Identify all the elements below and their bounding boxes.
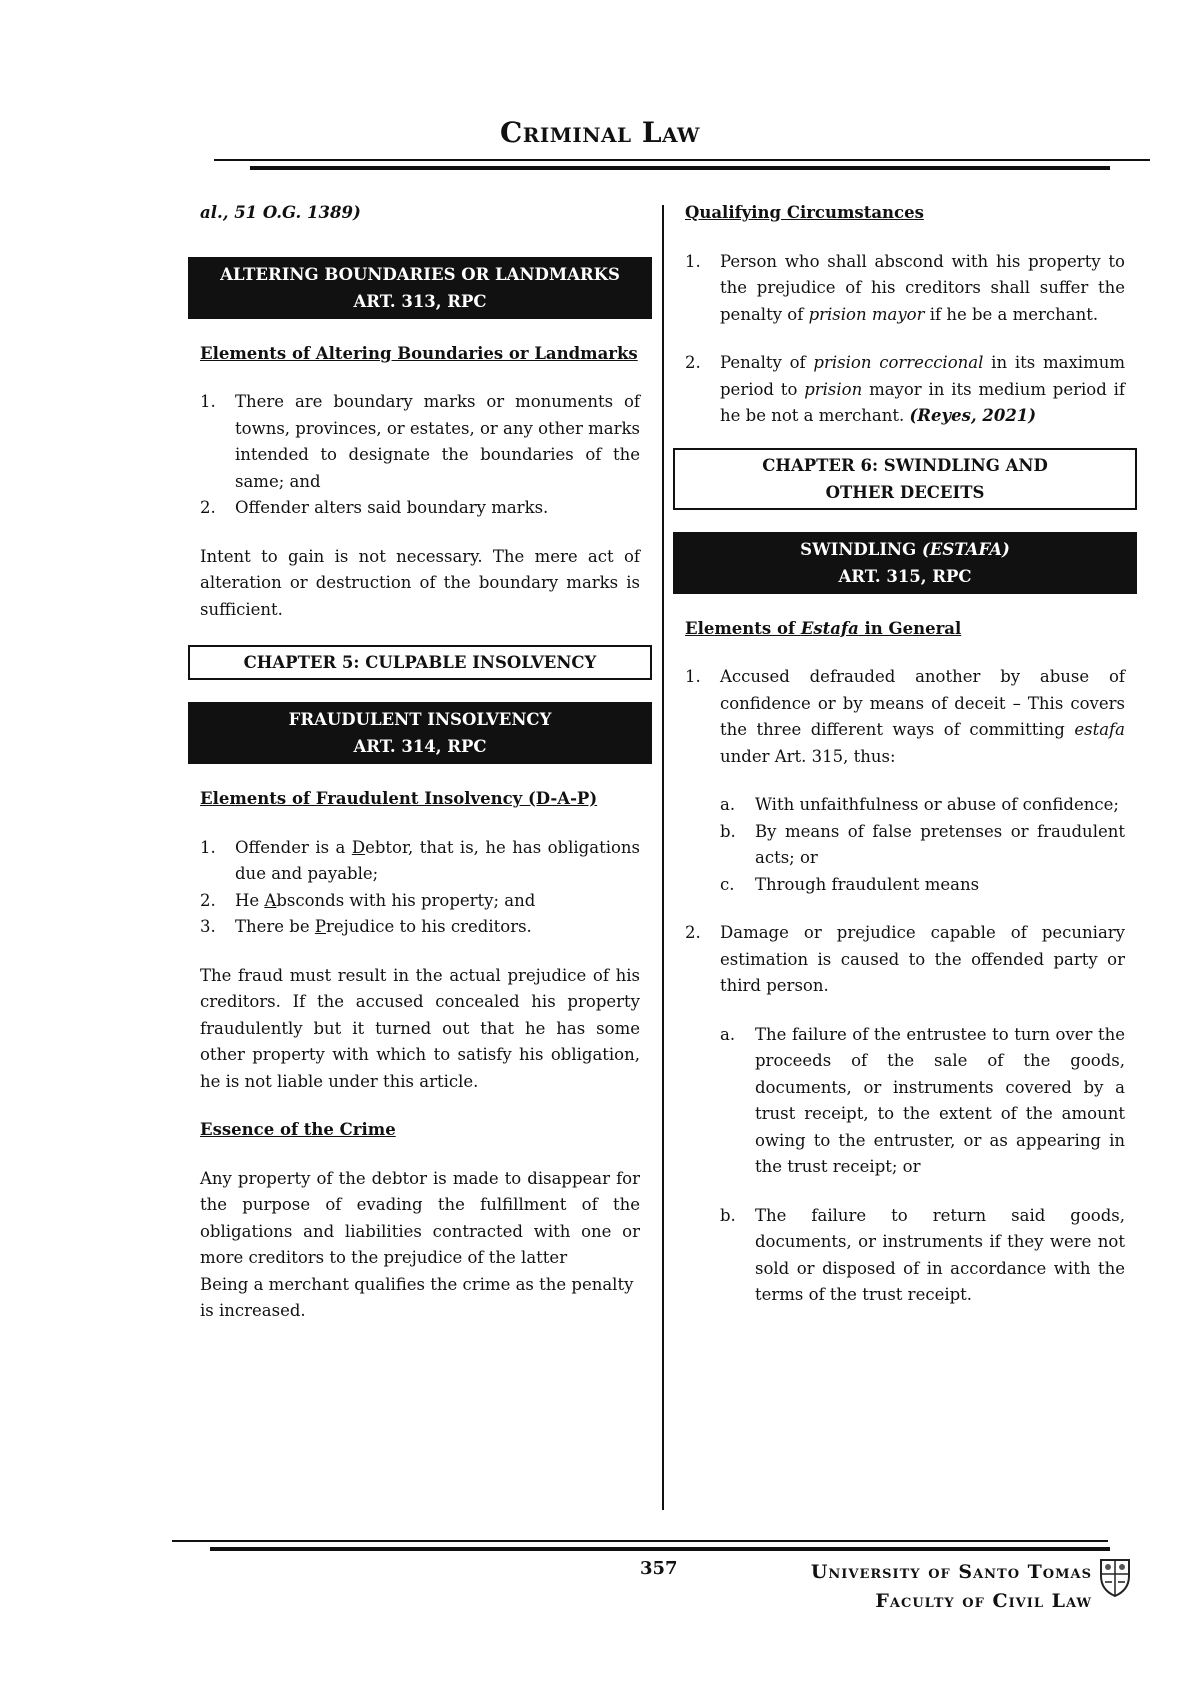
footer-rule-thin	[172, 1540, 1108, 1542]
list-elements-estafa-2	[685, 920, 1125, 1000]
list-item: 3. There be Prejudice to his creditors.	[200, 917, 532, 936]
heading-elements-fraudulent: Elements of Fraudulent Insolvency (D-A-P)	[200, 789, 598, 808]
right-column	[685, 200, 1125, 1309]
left-column	[200, 200, 640, 1325]
paragraph-fraud: The fraud must result in the actual prejudice of his creditors. If the accused concealed his property fraudulently but it turned out that he has some other property with which to satisfy his obligation, he is not liable under this article.	[200, 965, 640, 1091]
heading-elements-estafa: Elements of Estafa in General	[685, 618, 962, 638]
paragraph-merchant: Being a merchant qualifies the crime as the penalty is increased.	[200, 1274, 634, 1320]
list-item: 2. Penalty of prision correccional in its maximum period to prision mayor in its medium period if he be not a merchant. (Reyes, 2021)	[685, 353, 1125, 425]
heading-qualifying: Qualifying Circumstances	[685, 203, 924, 222]
box-title: SWINDLING (ESTAFA)	[800, 539, 1010, 559]
footer-institution	[811, 1558, 1092, 1616]
sublist-ways	[720, 792, 1125, 898]
column-divider	[662, 205, 664, 1510]
box-title: FRAUDULENT INSOLVENCY	[288, 710, 552, 729]
paragraph-intent: Intent to gain is not necessary. The mere act of alteration or destruction of the boundary marks is sufficient.	[200, 546, 640, 619]
footer-rule-thick	[210, 1547, 1110, 1551]
list-elements-altering	[200, 389, 640, 522]
list-item: b. By means of false pretenses or fraudulent acts; or	[720, 821, 1125, 867]
box-article: ART. 313, RPC	[353, 291, 487, 311]
list-item: b. The failure to return said goods, documents, or instruments if they were not sold or disposed of in accordance with the terms of the trust receipt.	[720, 1205, 1125, 1304]
box-subtitle: OTHER DECEITS	[825, 482, 985, 502]
list-item: 1. Accused defrauded another by abuse of confidence or by means of deceit – This covers the three different ways of committing estafa under Art. 315, thus:	[685, 667, 1125, 766]
header-rule-thick	[250, 166, 1110, 170]
box-article: ART. 315, RPC	[838, 566, 972, 586]
heading-elements-altering: Elements of Altering Boundaries or Landmarks	[200, 343, 638, 363]
paragraph-essence: Any property of the debtor is made to disappear for the purpose of evading the fulfillment of the obligations and liabilities contracted with one or more creditors to the prejudice of the latter	[200, 1168, 640, 1267]
page-header-title: Criminal Law	[499, 116, 701, 149]
list-item: 2. Offender alters said boundary marks.	[200, 498, 549, 517]
box-article: ART. 314, RPC	[353, 737, 487, 756]
list-qualifying	[685, 249, 1125, 430]
continuation-citation: al., 51 O.G. 1389)	[200, 203, 361, 222]
page-number: 357	[640, 1558, 678, 1579]
sublist-trust-receipt	[720, 1022, 1125, 1309]
heading-essence: Essence of the Crime	[200, 1120, 396, 1139]
box-title: ALTERING BOUNDARIES OR LANDMARKS	[220, 264, 620, 284]
university-name: University of Santo Tomas	[810, 1561, 1092, 1583]
list-item: 2. He Absconds with his property; and	[200, 890, 536, 910]
section-box-art-314	[188, 702, 652, 764]
chapter-5-box: CHAPTER 5: CULPABLE INSOLVENCY	[188, 645, 652, 680]
list-item: c. Through fraudulent means	[720, 874, 980, 894]
list-elements-fraudulent	[200, 835, 640, 941]
university-crest-icon	[1098, 1556, 1132, 1598]
section-box-art-315	[673, 532, 1137, 594]
list-item: 1. There are boundary marks or monuments of towns, provinces, or estates, or any other marks intended to designate the boundaries of the same; and	[200, 392, 640, 491]
faculty-name: Faculty of Civil Law	[875, 1590, 1092, 1612]
header-rule-thin	[214, 159, 1150, 161]
list-item: a. The failure of the entrustee to turn over the proceeds of the sale of the goods, documents, or instruments covered by a trust receipt, to the extent of the amount owing to the entruster, or as appearing in the trust receipt; or	[720, 1024, 1125, 1176]
list-item: 1. Offender is a Debtor, that is, he has obligations due and payable;	[200, 837, 641, 883]
box-title: CHAPTER 6: SWINDLING AND	[762, 455, 1048, 475]
list-elements-estafa	[685, 664, 1125, 770]
chapter-6-box	[673, 448, 1137, 510]
list-item: a. With unfaithfulness or abuse of confidence;	[720, 795, 1119, 814]
section-box-art-313	[188, 257, 652, 319]
list-item: 1. Person who shall abscond with his property to the prejudice of his creditors shall suffer the penalty of prision mayor if he be a merchant.	[685, 251, 1125, 324]
list-item: 2. Damage or prejudice capable of pecuniary estimation is caused to the offended party or third person.	[685, 923, 1125, 995]
